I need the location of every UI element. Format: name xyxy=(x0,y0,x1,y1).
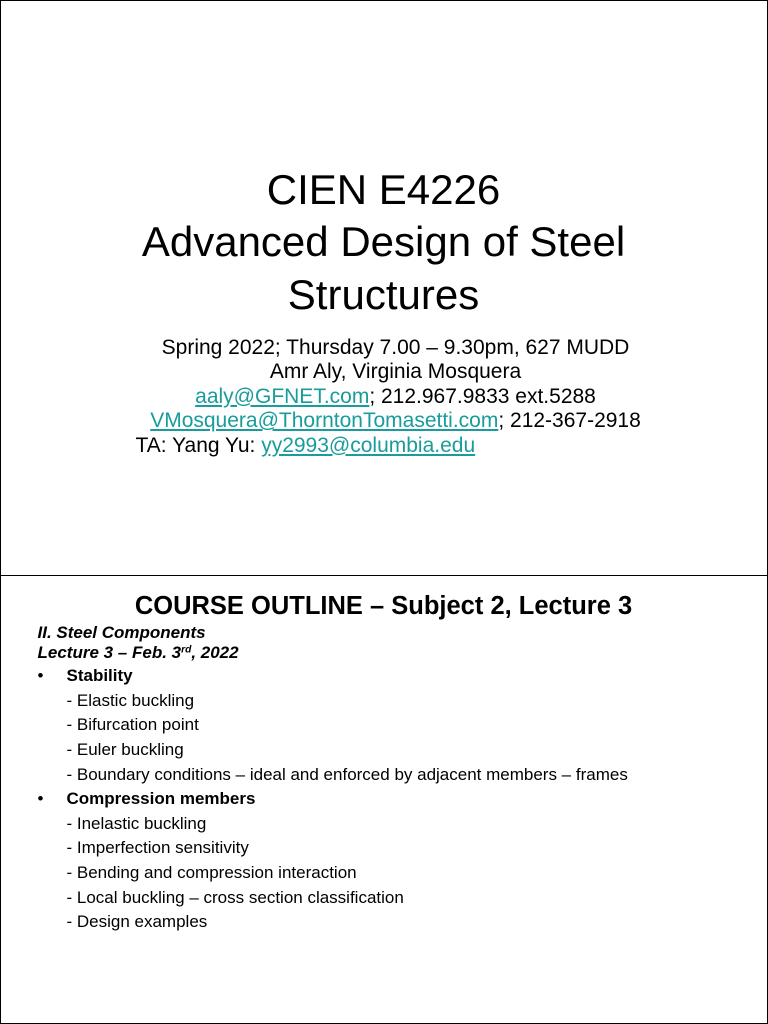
list-item: - Local buckling – cross section classification xyxy=(66,887,404,907)
bullet-stability xyxy=(38,664,628,689)
contact-line-2 xyxy=(24,409,768,434)
list-item: - Inelastic buckling xyxy=(66,813,207,833)
email-link-vmosquera[interactable]: VMosquera@ThorntonTomasetti.com xyxy=(150,409,499,432)
lecture-date-ordinal: rd xyxy=(181,643,192,655)
bullet-marker: • xyxy=(37,666,44,686)
lecture-date xyxy=(38,643,239,663)
schedule-line: Spring 2022; Thursday 7.00 – 9.30pm, 627 MUDD xyxy=(161,335,630,359)
course-name-line-1: Advanced Design of Steel xyxy=(141,218,626,265)
list-item: - Bending and compression interaction xyxy=(66,862,357,882)
list-item: - Boundary conditions – ideal and enforced by adjacent members – frames xyxy=(66,764,628,784)
contact-phone-2: ; 212-367-2918 xyxy=(498,409,641,432)
email-link-ta[interactable]: yy2993@columbia.edu xyxy=(261,433,476,457)
ta-label: TA: Yang Yu: xyxy=(135,433,262,457)
outline-heading xyxy=(38,623,239,663)
contact-phone-1: ; 212.967.9833 ext.5288 xyxy=(369,384,596,408)
list-item: - Euler buckling xyxy=(66,739,184,759)
outline-title: COURSE OUTLINE – Subject 2, Lecture 3 xyxy=(134,591,633,620)
ta-line xyxy=(136,434,476,459)
contact-line-1 xyxy=(24,385,768,410)
bullet-label: Compression members xyxy=(66,789,256,809)
instructors-line: Amr Aly, Virginia Mosquera xyxy=(269,360,522,383)
bullet-label: Stability xyxy=(66,666,133,686)
outline-slide xyxy=(0,575,768,1024)
topic-list xyxy=(38,664,628,935)
bullet-compression-members xyxy=(38,787,628,812)
lecture-date-year: , 2022 xyxy=(191,642,239,662)
section-heading: II. Steel Components xyxy=(37,622,206,642)
list-item: - Design examples xyxy=(66,912,208,932)
course-info xyxy=(24,336,768,434)
course-title xyxy=(1,164,766,322)
list-item: - Imperfection sensitivity xyxy=(66,838,249,858)
bullet-marker: • xyxy=(37,789,44,809)
list-item: - Bifurcation point xyxy=(66,715,199,735)
course-name-line-2: Structures xyxy=(287,270,480,318)
email-link-aaly[interactable]: aaly@GFNET.com xyxy=(195,384,370,408)
list-item: - Elastic buckling xyxy=(66,690,195,710)
lecture-date-prefix: Lecture 3 – Feb. 3 xyxy=(37,642,182,662)
course-code: CIEN E4226 xyxy=(266,165,501,213)
